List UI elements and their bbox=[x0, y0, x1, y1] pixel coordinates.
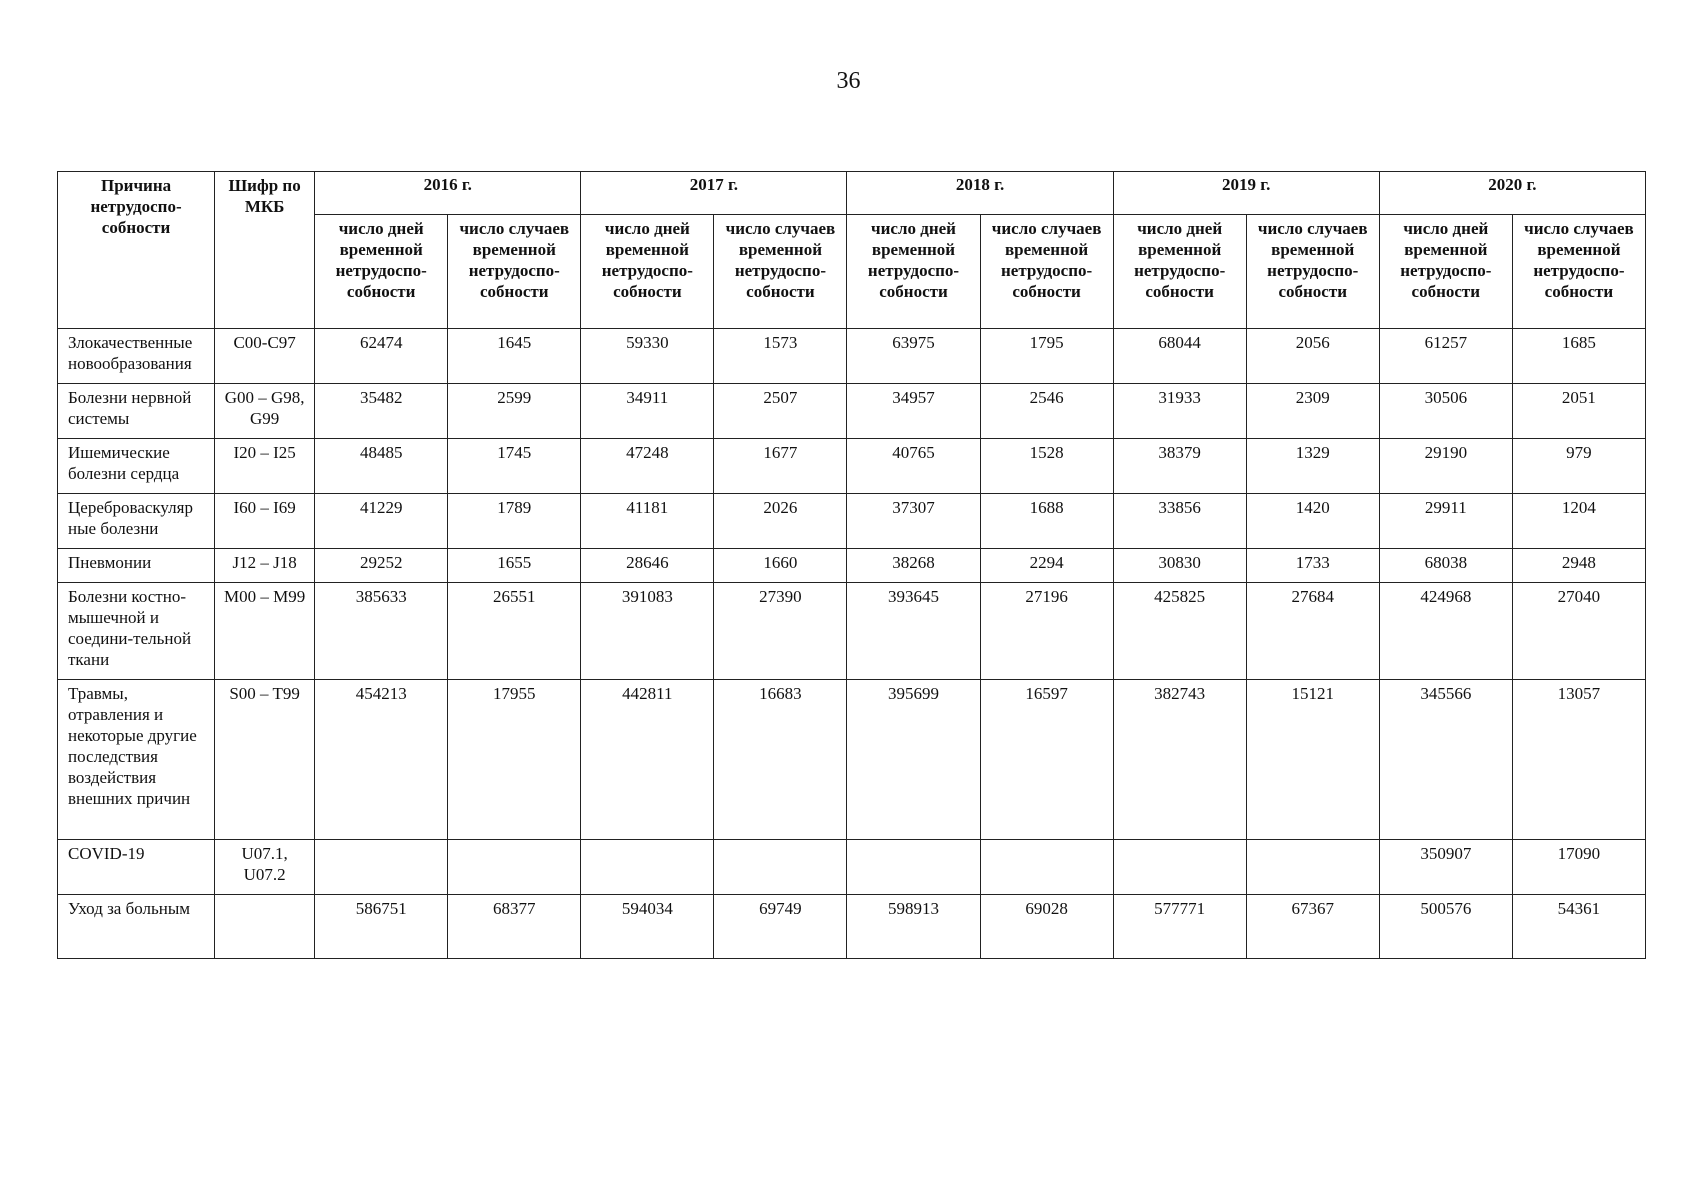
cases-value-cell: 1685 bbox=[1512, 329, 1645, 384]
header-days: число дней временной нетрудоспо-собности bbox=[315, 215, 448, 329]
header-code: Шифр по МКБ bbox=[215, 172, 315, 329]
cases-value-cell: 15121 bbox=[1246, 680, 1379, 840]
icd-code-cell: M00 – M99 bbox=[215, 583, 315, 680]
cases-value-cell: 1795 bbox=[980, 329, 1113, 384]
cases-value-cell: 2294 bbox=[980, 549, 1113, 583]
cases-value-cell: 27390 bbox=[714, 583, 847, 680]
cases-value-cell: 68377 bbox=[448, 895, 581, 959]
cases-value-cell: 27040 bbox=[1512, 583, 1645, 680]
header-year-2018: 2018 г. bbox=[847, 172, 1113, 215]
days-value-cell: 350907 bbox=[1379, 840, 1512, 895]
icd-code-cell: I60 – I69 bbox=[215, 494, 315, 549]
sick-leave-table bbox=[57, 171, 1646, 959]
days-value-cell: 598913 bbox=[847, 895, 980, 959]
days-value-cell: 35482 bbox=[315, 384, 448, 439]
table-row bbox=[58, 583, 1646, 680]
days-value-cell: 34911 bbox=[581, 384, 714, 439]
cases-value-cell: 2056 bbox=[1246, 329, 1379, 384]
days-value-cell: 425825 bbox=[1113, 583, 1246, 680]
header-year-2019: 2019 г. bbox=[1113, 172, 1379, 215]
days-value-cell: 454213 bbox=[315, 680, 448, 840]
table-row bbox=[58, 439, 1646, 494]
header-cases: число случаев временной нетрудоспо-собности bbox=[1512, 215, 1645, 329]
cases-value-cell: 1660 bbox=[714, 549, 847, 583]
days-value-cell: 38379 bbox=[1113, 439, 1246, 494]
cases-value-cell: 1329 bbox=[1246, 439, 1379, 494]
page-number: 36 bbox=[836, 68, 861, 94]
cases-value-cell: 2051 bbox=[1512, 384, 1645, 439]
cause-cell: Травмы, отравления и некоторые другие последствия воздействия внешних причин bbox=[58, 680, 215, 840]
header-days: число дней временной нетрудоспо-собности bbox=[847, 215, 980, 329]
cases-value-cell: 69749 bbox=[714, 895, 847, 959]
table-row bbox=[58, 680, 1646, 840]
days-value-cell: 63975 bbox=[847, 329, 980, 384]
cases-value-cell: 16683 bbox=[714, 680, 847, 840]
days-value-cell: 33856 bbox=[1113, 494, 1246, 549]
days-value-cell: 594034 bbox=[581, 895, 714, 959]
days-value-cell bbox=[315, 840, 448, 895]
header-cases: число случаев временной нетрудоспо-собности bbox=[714, 215, 847, 329]
icd-code-cell: C00-C97 bbox=[215, 329, 315, 384]
days-value-cell: 500576 bbox=[1379, 895, 1512, 959]
header-year-2016: 2016 г. bbox=[315, 172, 581, 215]
header-year-2020: 2020 г. bbox=[1379, 172, 1645, 215]
days-value-cell: 29911 bbox=[1379, 494, 1512, 549]
days-value-cell: 442811 bbox=[581, 680, 714, 840]
days-value-cell: 41229 bbox=[315, 494, 448, 549]
header-row-years bbox=[58, 172, 1646, 215]
cases-value-cell: 2546 bbox=[980, 384, 1113, 439]
cases-value-cell: 2026 bbox=[714, 494, 847, 549]
cases-value-cell: 2309 bbox=[1246, 384, 1379, 439]
cases-value-cell: 1528 bbox=[980, 439, 1113, 494]
cases-value-cell bbox=[980, 840, 1113, 895]
cause-cell: Уход за больным bbox=[58, 895, 215, 959]
days-value-cell: 29252 bbox=[315, 549, 448, 583]
icd-code-cell: S00 – T99 bbox=[215, 680, 315, 840]
cases-value-cell: 2948 bbox=[1512, 549, 1645, 583]
cases-value-cell: 1420 bbox=[1246, 494, 1379, 549]
days-value-cell: 424968 bbox=[1379, 583, 1512, 680]
days-value-cell: 59330 bbox=[581, 329, 714, 384]
days-value-cell: 48485 bbox=[315, 439, 448, 494]
cases-value-cell: 1204 bbox=[1512, 494, 1645, 549]
days-value-cell: 30506 bbox=[1379, 384, 1512, 439]
icd-code-cell: J12 – J18 bbox=[215, 549, 315, 583]
days-value-cell: 31933 bbox=[1113, 384, 1246, 439]
days-value-cell: 62474 bbox=[315, 329, 448, 384]
cases-value-cell: 2599 bbox=[448, 384, 581, 439]
cases-value-cell: 69028 bbox=[980, 895, 1113, 959]
days-value-cell: 37307 bbox=[847, 494, 980, 549]
cases-value-cell: 17090 bbox=[1512, 840, 1645, 895]
header-year-2017: 2017 г. bbox=[581, 172, 847, 215]
cases-value-cell: 979 bbox=[1512, 439, 1645, 494]
cases-value-cell bbox=[714, 840, 847, 895]
days-value-cell: 40765 bbox=[847, 439, 980, 494]
cases-value-cell: 13057 bbox=[1512, 680, 1645, 840]
days-value-cell: 391083 bbox=[581, 583, 714, 680]
table-row bbox=[58, 549, 1646, 583]
header-days: число дней временной нетрудоспо-собности bbox=[1379, 215, 1512, 329]
cases-value-cell: 27684 bbox=[1246, 583, 1379, 680]
table-row bbox=[58, 494, 1646, 549]
days-value-cell: 586751 bbox=[315, 895, 448, 959]
cases-value-cell: 17955 bbox=[448, 680, 581, 840]
table-row bbox=[58, 840, 1646, 895]
cause-cell: Злокачественные новообразования bbox=[58, 329, 215, 384]
header-days: число дней временной нетрудоспо-собности bbox=[1113, 215, 1246, 329]
days-value-cell: 38268 bbox=[847, 549, 980, 583]
cause-cell: Цереброваскуляр ные болезни bbox=[58, 494, 215, 549]
cases-value-cell: 1688 bbox=[980, 494, 1113, 549]
cases-value-cell: 67367 bbox=[1246, 895, 1379, 959]
days-value-cell: 30830 bbox=[1113, 549, 1246, 583]
days-value-cell: 577771 bbox=[1113, 895, 1246, 959]
cases-value-cell: 26551 bbox=[448, 583, 581, 680]
cases-value-cell: 1789 bbox=[448, 494, 581, 549]
icd-code-cell: U07.1, U07.2 bbox=[215, 840, 315, 895]
cause-cell: Пневмонии bbox=[58, 549, 215, 583]
cause-cell: Ишемические болезни сердца bbox=[58, 439, 215, 494]
cases-value-cell: 1645 bbox=[448, 329, 581, 384]
days-value-cell bbox=[847, 840, 980, 895]
days-value-cell: 393645 bbox=[847, 583, 980, 680]
table-row bbox=[58, 384, 1646, 439]
icd-code-cell: I20 – I25 bbox=[215, 439, 315, 494]
cases-value-cell: 1733 bbox=[1246, 549, 1379, 583]
cases-value-cell: 54361 bbox=[1512, 895, 1645, 959]
cases-value-cell: 1677 bbox=[714, 439, 847, 494]
header-days: число дней временной нетрудоспо-собности bbox=[581, 215, 714, 329]
cases-value-cell: 1573 bbox=[714, 329, 847, 384]
cause-cell: COVID-19 bbox=[58, 840, 215, 895]
cases-value-cell: 27196 bbox=[980, 583, 1113, 680]
icd-code-cell: G00 – G98, G99 bbox=[215, 384, 315, 439]
days-value-cell: 29190 bbox=[1379, 439, 1512, 494]
cases-value-cell: 1655 bbox=[448, 549, 581, 583]
days-value-cell: 41181 bbox=[581, 494, 714, 549]
cases-value-cell: 16597 bbox=[980, 680, 1113, 840]
table-body bbox=[58, 329, 1646, 959]
days-value-cell: 68038 bbox=[1379, 549, 1512, 583]
header-cases: число случаев временной нетрудоспо-собности bbox=[1246, 215, 1379, 329]
days-value-cell: 34957 bbox=[847, 384, 980, 439]
days-value-cell: 382743 bbox=[1113, 680, 1246, 840]
days-value-cell: 345566 bbox=[1379, 680, 1512, 840]
table-row bbox=[58, 329, 1646, 384]
cases-value-cell: 1745 bbox=[448, 439, 581, 494]
days-value-cell: 385633 bbox=[315, 583, 448, 680]
cases-value-cell bbox=[1246, 840, 1379, 895]
cases-value-cell: 2507 bbox=[714, 384, 847, 439]
header-cases: число случаев временной нетрудоспо-собности bbox=[448, 215, 581, 329]
table-row bbox=[58, 895, 1646, 959]
icd-code-cell bbox=[215, 895, 315, 959]
days-value-cell: 68044 bbox=[1113, 329, 1246, 384]
days-value-cell: 28646 bbox=[581, 549, 714, 583]
days-value-cell bbox=[1113, 840, 1246, 895]
days-value-cell: 47248 bbox=[581, 439, 714, 494]
days-value-cell: 61257 bbox=[1379, 329, 1512, 384]
cause-cell: Болезни нервной системы bbox=[58, 384, 215, 439]
header-cause: Причина нетрудоспо-собности bbox=[58, 172, 215, 329]
header-cases: число случаев временной нетрудоспо-собности bbox=[980, 215, 1113, 329]
cases-value-cell bbox=[448, 840, 581, 895]
days-value-cell: 395699 bbox=[847, 680, 980, 840]
cause-cell: Болезни костно-мышечной и соедини-тельной ткани bbox=[58, 583, 215, 680]
days-value-cell bbox=[581, 840, 714, 895]
